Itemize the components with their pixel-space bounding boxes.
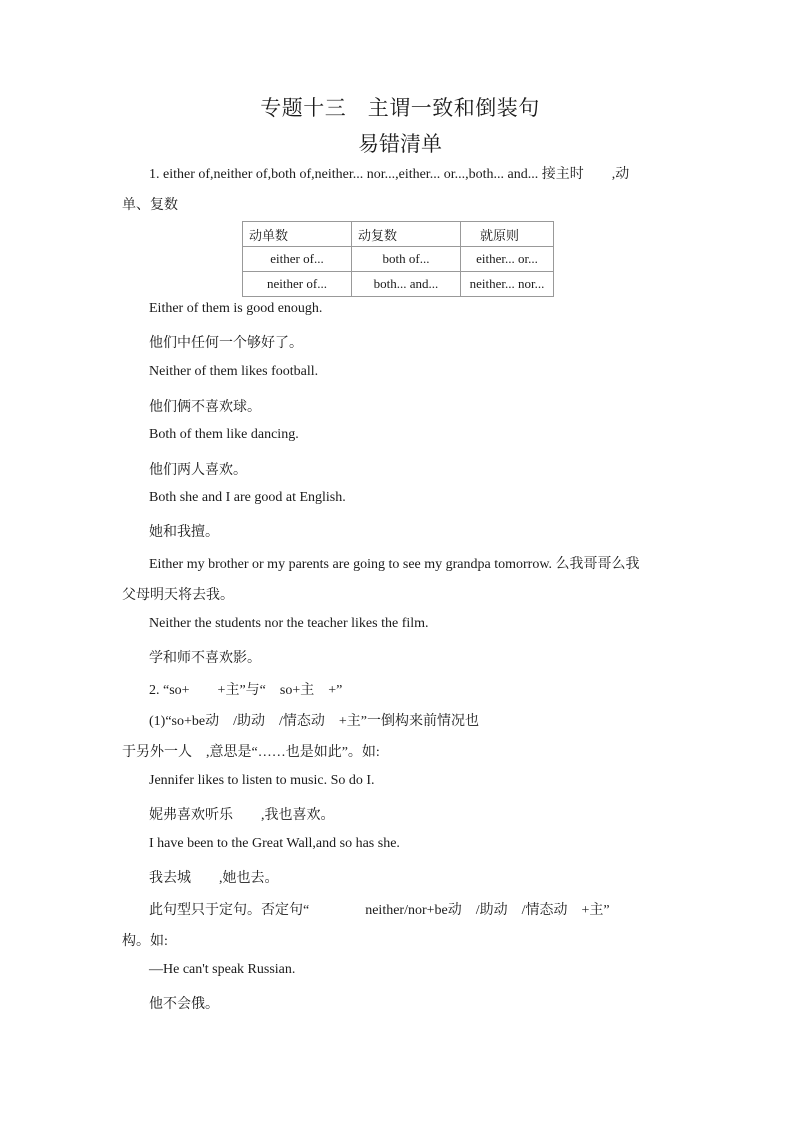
example-sentence: Either of them is good enough.: [149, 301, 323, 316]
table-row: [243, 272, 554, 297]
item2-heading: 2. “so+ +主”与“ so+主 +”: [149, 683, 343, 698]
item1-line-b: 单、复数: [122, 198, 178, 213]
table-cell: either of...: [243, 247, 352, 272]
table-header-row: [243, 222, 554, 247]
table-cell: either... or...: [461, 247, 554, 272]
item2-sub1-line-b: 于另外一人 ,意思是“……也是如此”。如:: [122, 745, 380, 760]
example-translation: 他们俩不喜欢球。: [149, 400, 261, 415]
table-header-cell: 动单数: [243, 222, 352, 247]
example-sentence: Both she and I are good at English.: [149, 490, 346, 505]
table-cell: both of...: [352, 247, 461, 272]
example-sentence: Jennifer likes to listen to music. So do I.: [149, 773, 375, 788]
example-translation: 学和师不喜欢影。: [149, 651, 261, 666]
example-sentence: —He can't speak Russian.: [149, 962, 296, 977]
item1-line-a: 1. either of,neither of,both of,neither... nor...,either... or...,both... and... 接主时 ,动: [149, 167, 630, 182]
example-sentence-long-cont: 父母明天将去我。: [122, 588, 234, 603]
example-sentence: Neither the students nor the teacher likes the film.: [149, 616, 429, 631]
example-translation: 他们中任何一个够好了。: [149, 336, 303, 351]
example-translation: 他们两人喜欢。: [149, 463, 247, 478]
page-title: 专题十三 主谓一致和倒装句: [260, 96, 540, 120]
example-translation: 她和我擅。: [149, 525, 219, 540]
item2-negative-line-a: 此句型只于定句。否定句“ neither/nor+be动 /助动 /情态动 +主”: [149, 903, 610, 918]
table-header-cell: 就原则: [461, 222, 554, 247]
page-subtitle: 易错清单: [358, 132, 442, 156]
table-cell: neither... nor...: [461, 272, 554, 297]
table-cell: neither of...: [243, 272, 352, 297]
example-translation: 他不会俄。: [149, 997, 219, 1012]
example-sentence: I have been to the Great Wall,and so has she.: [149, 836, 400, 851]
example-translation: 我去城 ,她也去。: [149, 871, 279, 886]
item2-sub1-line-a: (1)“so+be动 /助动 /情态动 +主”一倒构来前情况也: [149, 714, 479, 729]
rules-table: [242, 221, 554, 297]
item2-negative-line-b: 构。如:: [122, 934, 168, 949]
example-sentence: Both of them like dancing.: [149, 427, 299, 442]
table-header-cell: 动复数: [352, 222, 461, 247]
example-translation: 妮弗喜欢听乐 ,我也喜欢。: [149, 808, 335, 823]
example-sentence-long: Either my brother or my parents are going to see my grandpa tomorrow. 么我哥哥么我: [149, 557, 640, 572]
table-row: [243, 247, 554, 272]
table-cell: both... and...: [352, 272, 461, 297]
example-sentence: Neither of them likes football.: [149, 364, 319, 379]
